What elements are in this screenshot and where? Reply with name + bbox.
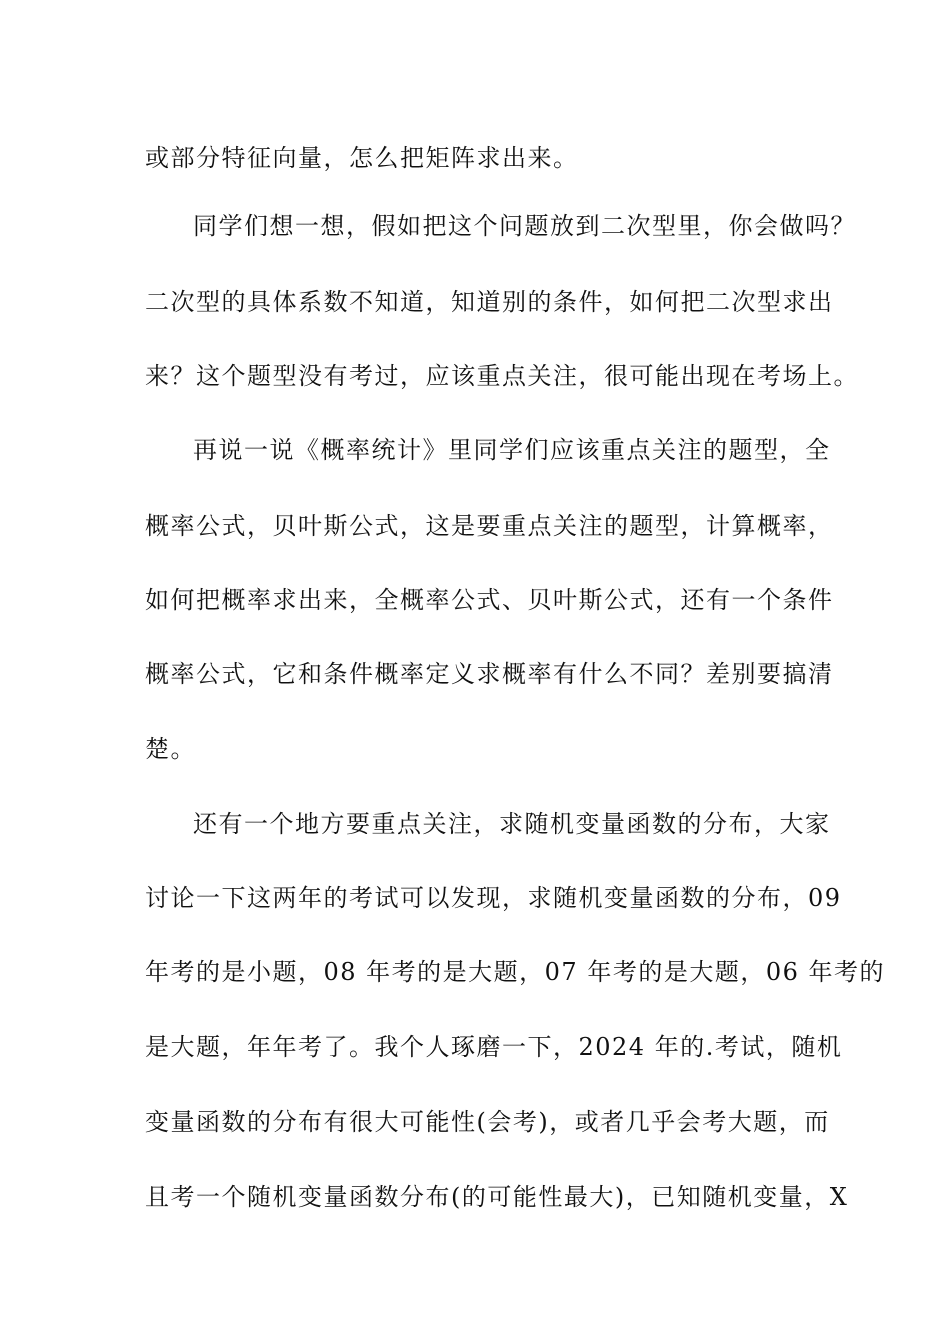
paragraph-line: 或部分特征向量，怎么把矩阵求出来。 (145, 144, 579, 172)
paragraph-line: 二次型的具体系数不知道，知道别的条件，如何把二次型求出 (145, 288, 834, 316)
paragraph-line: 同学们想一想，假如把这个问题放到二次型里，你会做吗？ (193, 212, 856, 240)
paragraph-line: 概率公式，贝叶斯公式，这是要重点关注的题型，计算概率， (145, 512, 834, 540)
paragraph-line: 概率公式，它和条件概率定义求概率有什么不同？差别要搞清 (145, 660, 834, 688)
paragraph-line: 是大题，年年考了。我个人琢磨一下，2024 年的.考试，随机 (145, 1033, 843, 1061)
paragraph-line: 讨论一下这两年的考试可以发现，求随机变量函数的分布，09 (145, 884, 842, 912)
paragraph-line: 变量函数的分布有很大可能性(会考)，或者几乎会考大题，而 (145, 1108, 830, 1136)
paragraph-line: 再说一说《概率统计》里同学们应该重点关注的题型，全 (193, 436, 831, 464)
paragraph-line: 如何把概率求出来，全概率公式、贝叶斯公式，还有一个条件 (145, 586, 834, 614)
paragraph-line: 来？这个题型没有考过，应该重点关注，很可能出现在考场上。 (145, 362, 859, 390)
paragraph-line: 且考一个随机变量函数分布(的可能性最大)，已知随机变量，X (145, 1183, 849, 1211)
paragraph-line: 年考的是小题，08 年考的是大题，07 年考的是大题，06 年考的 (145, 958, 886, 986)
paragraph-line: 还有一个地方要重点关注，求随机变量函数的分布，大家 (193, 810, 831, 838)
paragraph-line: 楚。 (145, 735, 196, 763)
